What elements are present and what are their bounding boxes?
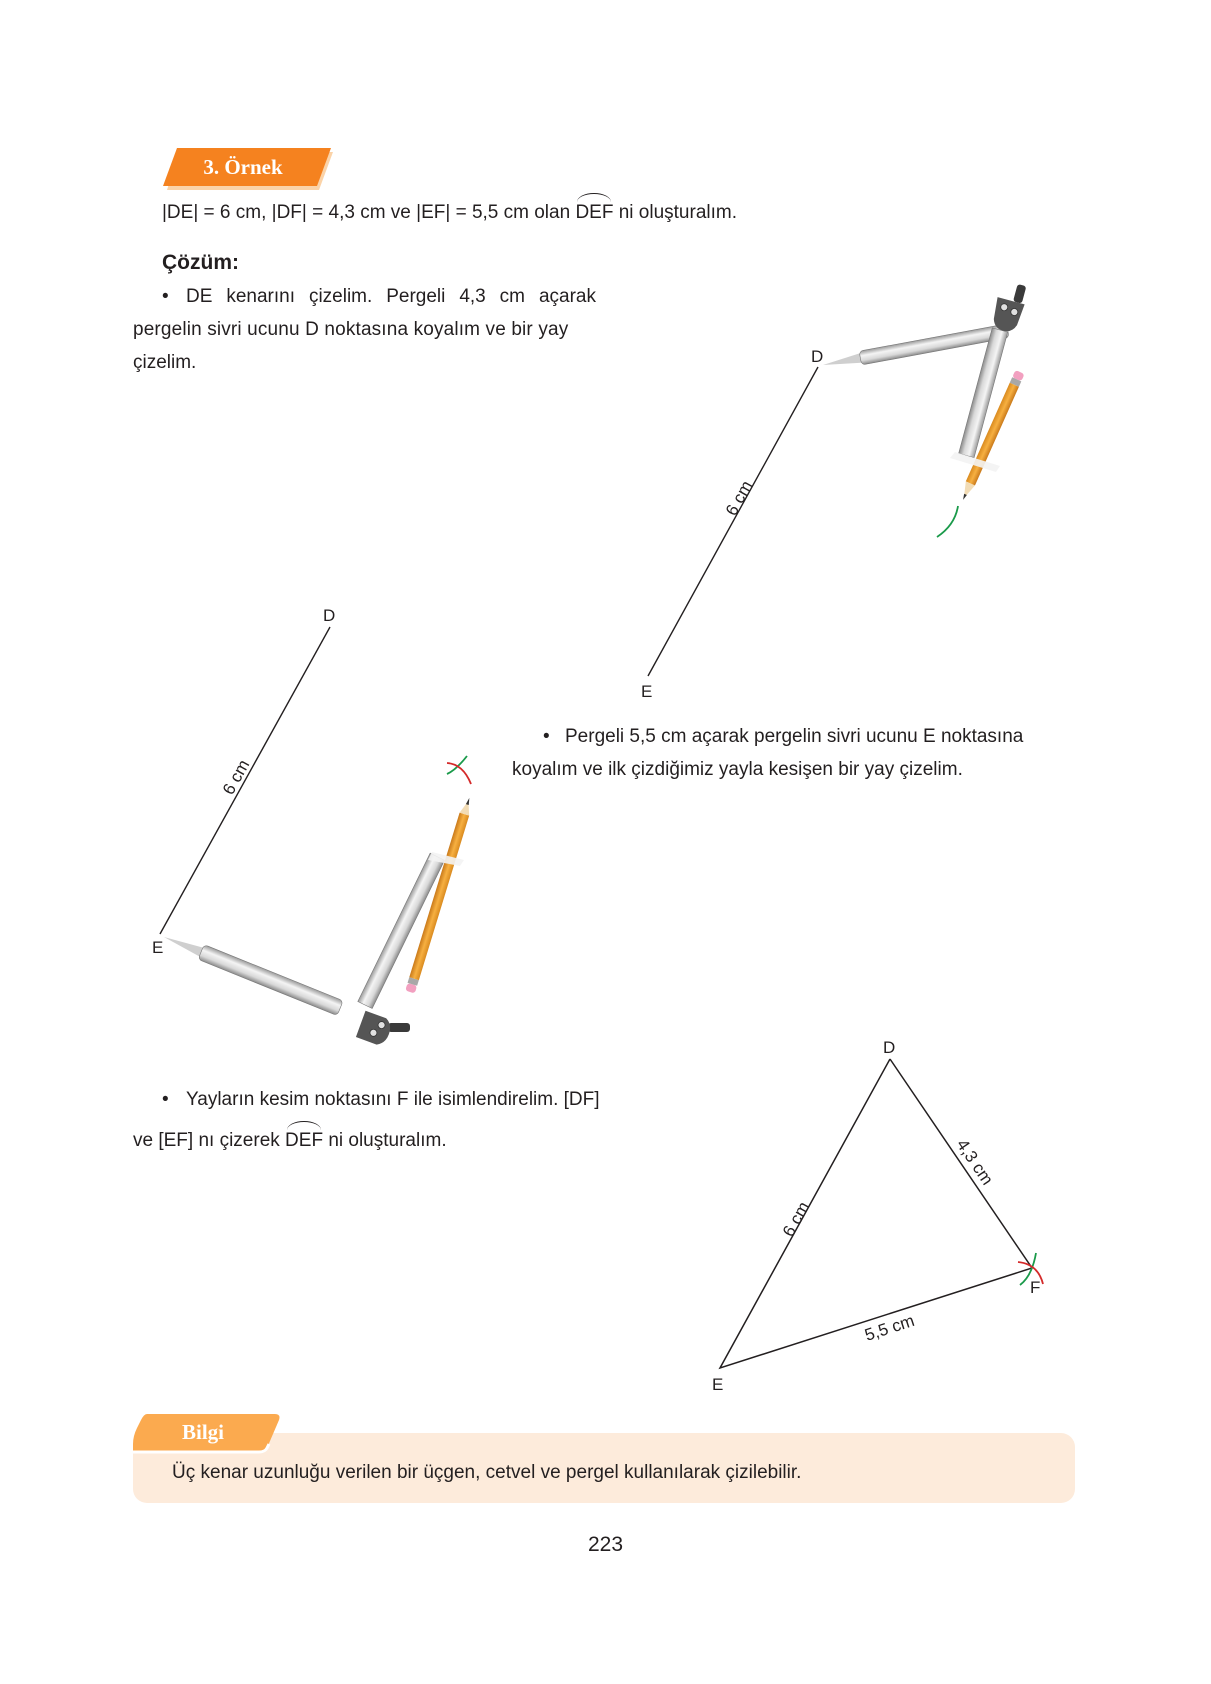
point-d-label: D (323, 606, 336, 625)
arc-green (937, 506, 958, 537)
segment-length-label: 6 cm (218, 756, 254, 798)
de-length-label: 6 cm (778, 1198, 814, 1240)
page-number: 223 (587, 1533, 624, 1556)
figure3-triangle-def (712, 1038, 1043, 1394)
solution-heading: Çözüm: (162, 251, 239, 274)
ef-length-label: 5,5 cm (862, 1310, 917, 1345)
word: DE (186, 286, 213, 307)
step2-line1: Pergeli 5,5 cm açarak pergelin sivri ucunu E noktasına (565, 726, 1024, 747)
info-badge (133, 1414, 279, 1452)
compass-pencil-leg (959, 328, 1008, 458)
step1-line2: pergelin sivri ucunu D noktasına koyalım ve bir yay (133, 319, 569, 340)
step2-line2: koyalım ve ilk çizdiğimiz yayla kesişen bir yay çizelim. (512, 759, 963, 780)
point-e-label: E (152, 938, 164, 957)
word: 4,3 (459, 286, 486, 307)
compass-hinge (356, 1007, 413, 1054)
example-badge-label: 3. Örnek (203, 155, 283, 179)
prompt-text: |DE| = 6 cm, |DF| = 4,3 cm ve |EF| = 5,5 cm olan (162, 202, 576, 223)
word: kenarını (226, 286, 295, 307)
compass-needle-leg (822, 324, 1009, 372)
figure1-compass-at-d (641, 280, 1029, 701)
word: açarak (538, 286, 596, 307)
step2-bullet: • (543, 726, 550, 747)
info-badge-label: Bilgi (181, 1420, 224, 1444)
point-e-label: E (641, 682, 653, 701)
point-e-label: E (712, 1375, 724, 1394)
arc-red (447, 763, 471, 784)
triangle-name: DEF (575, 202, 614, 223)
word: Pergeli (386, 286, 446, 307)
step1-line3: çizelim. (133, 352, 197, 373)
point-d-label: D (883, 1038, 896, 1057)
segment-length-label: 6 cm (721, 477, 757, 519)
prompt-text-end: ni oluşturalım. (613, 202, 737, 223)
df-length-label: 4,3 cm (952, 1135, 997, 1189)
info-text: Üç kenar uzunluğu verilen bir üçgen, cetvel ve pergel kullanılarak çizilebilir. (172, 1462, 802, 1483)
point-f-label: F (1030, 1278, 1041, 1297)
step3-line1: Yayların kesim noktasını F ile isimlendirelim. [DF] (186, 1089, 600, 1110)
compass-needle-leg (161, 930, 343, 1016)
word: çizelim. (308, 286, 373, 307)
step1-bullet: • (162, 286, 169, 307)
word: cm (499, 286, 525, 307)
segment-de (648, 367, 818, 676)
triangle-name: DEF (285, 1130, 324, 1151)
figure2-compass-at-e (152, 606, 474, 1054)
step3-text-end: ni oluşturalım. (323, 1130, 447, 1151)
step3-bullet: • (162, 1089, 169, 1110)
step3-text: ve [EF] nı çizerek (133, 1130, 286, 1151)
point-d-label: D (811, 347, 824, 366)
